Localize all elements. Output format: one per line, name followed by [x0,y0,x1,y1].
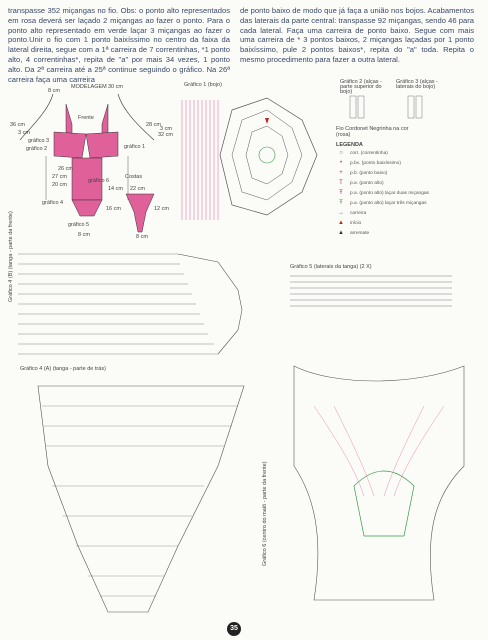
grafico-6-chart [274,346,488,620]
grafico-4a-panel [8,366,258,620]
grafico-4b-panel [8,211,270,362]
modelagem-title: MODELAGEM [71,84,107,90]
legend-panel [336,126,476,244]
grafico-2-title: Gráfico 2 (alças - parte superior do bojo) [340,79,382,95]
grafico-5-title: Gráfico 5 (laterais da tanga) (2 X) [290,264,372,270]
costas-label: Costas [125,174,143,180]
grafico-4a-title: Gráfico 4 (A) (tanga - parte de trás) [20,366,106,372]
page-number: 35 [227,622,241,636]
legend-title: LEGENDA [336,142,363,148]
grafico-6-title: Gráfico 6 (centro do maiô - parte da frente) [262,461,268,566]
grafico-1-title: Gráfico 1 (bojo) [184,82,222,88]
yarn-note: Fio Cordonet Negrinha na cor (rosa) [336,126,409,138]
legend-row: ○ corr. (correntinha) [339,150,388,156]
legend-row: ▲ início [338,220,362,226]
legend-row: + p.b. (ponto baixo) [339,170,388,176]
grafico-4b-chart [18,250,280,362]
grafico-3-title: Gráfico 3 (alças - laterais do bojo) [396,79,438,90]
legend-row: Ŧ p.a. (ponto alto) laçar três miçangas [339,200,427,206]
modelagem-diagram [8,82,180,242]
grafico-1-chart [172,80,322,240]
grafico-5-panel [276,264,472,308]
grafico-1-panel [172,80,322,240]
grafico-6-panel [262,346,476,620]
modelagem-panel: MODELAGEM Frente Costas 3 cm gráfico 3 gráfico 2 gráfico 1 gráfico 6 gráfico 4 gráfico 5 36 cm 28 cm 32 cm 30 cm 8 cm 16 cm 14 cm 20 cm 27 cm 12 cm 26 cm 22 cm 8 cm 8 cm 3 cm [8,82,180,242]
legend-row: Ŧ p.a. (ponto alto) laçar duas miçangas [339,190,429,196]
grafico-4b-title: Gráfico 4 (B) (tanga - parte da frente) [8,211,14,302]
grafico-5-chart [276,272,472,316]
frente-label: Frente [78,115,94,121]
instructions-left-column: transpasse 352 miçangas no fio. Obs: o ponto alto representados em rosa deverá ser laçado 2 miçangas ao fazer o ponto. Para o ponto alto representado em verde laçar 3 miçangas ao fazer o ponto.Unir o fio com 1 ponto baixíssimo no centro da faixa da lateral direita, segue com a 1ª carreira de 7 correntinhas, *1 ponto alto, 4 correntinhas*, repita de "a" por mais 34 vezes, 1 ponto alto. Da 2ª carreira até a 25ª continue seguindo o gráfico. Na 26ª carreira faça uma carreira [8,6,230,84]
legend-row: → carreira [338,210,367,216]
legend-row: ▲ arremate [338,230,370,236]
grafico-4a-chart [8,376,258,630]
legend-row: • p.bx. (ponto baixíssimo) [339,160,401,166]
instructions-right-column: de ponto baixo de modo que já faça a união nos bojos. Acabamentos das laterais da parte central: transpasse 92 miçangas, sendo 46 para cada lateral. Faça uma carreira de ponto baixo. Segue com mais uma carreira de * 3 pontos baixos, 2 miçangas laçadas por 1 ponto baixíssimo, pule 2 pontos baixos*, repita do "a" toda. Repita o mesmo procedimento para fazer a outra lateral. [240,6,474,64]
grafico-2-3-panel [328,80,478,120]
legend-row: T p.a. (ponto alto) [339,180,384,186]
